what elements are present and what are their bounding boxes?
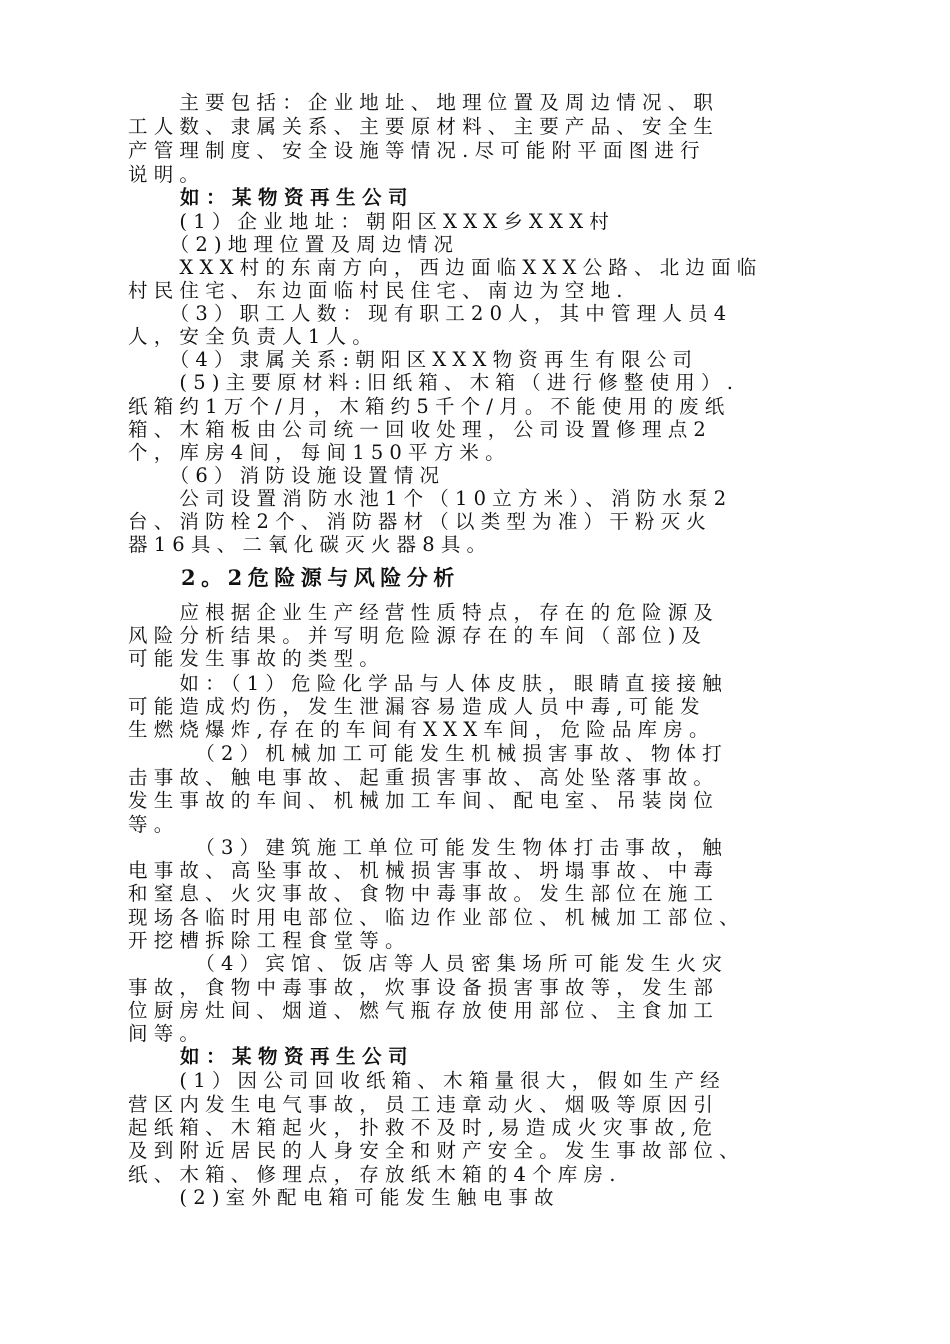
- text-line: 如：（1）危险化学品与人体皮肤，眼睛直接接触: [128, 672, 728, 695]
- text-line: 位厨房灶间、烟道、燃气瓶存放使用部位、主食加工: [128, 999, 720, 1022]
- text-line: 间等。: [128, 1022, 206, 1045]
- text-line: 及到附近居民的人身安全和财产安全。发生事故部位、: [128, 1139, 745, 1162]
- text-line: 个，库房4间，每间150平方米。: [128, 441, 511, 464]
- text-line: 电事故、高坠事故、机械损害事故、坍塌事故、中毒: [128, 859, 720, 882]
- section-heading: 2。2危险源与风险分析: [128, 565, 460, 590]
- text-line: 纸、木箱、修理点，存放纸木箱的4个库房.: [128, 1163, 622, 1186]
- text-line: 器16具、二氧化碳灭火器8具。: [128, 533, 493, 556]
- text-line: 主要包括：企业地址、地理位置及周边情况、职: [128, 91, 720, 114]
- text-line: (5)主要原材料:旧纸箱、木箱（进行修整使用）.: [128, 371, 740, 394]
- text-line: (1）企业地址：朝阳区XXX乡XXX村: [128, 210, 616, 233]
- example-heading: 如：某物资再生公司: [128, 186, 415, 209]
- text-line: 公司设置消防水池1个（10立方米）、消防水泵2: [128, 487, 733, 510]
- text-line: 产管理制度、安全设施等情况.尽可能附平面图进行: [128, 139, 706, 162]
- text-line: 发生事故的车间、机械加工车间、配电室、吊装岗位: [128, 789, 720, 812]
- text-line: 击事故、触电事故、起重损害事故、高处坠落事故。: [128, 766, 720, 789]
- text-line: 事故，食物中毒事故，炊事设备损害事故等，发生部: [128, 976, 720, 999]
- text-line: （4）隶属关系:朝阳区XXX物资再生有限公司: [128, 348, 699, 371]
- text-line: （2）机械加工可能发生机械损害事故、物体打: [128, 742, 728, 765]
- text-line: 纸箱约1万个/月，木箱约5千个/月。不能使用的废纸: [128, 395, 731, 418]
- text-line: 等。: [128, 813, 180, 836]
- text-line: 台、消防栓2个、消防器材（以类型为准）干粉灭火: [128, 510, 713, 533]
- text-line: 可能造成灼伤，发生泄漏容易造成人员中毒,可能发: [128, 695, 706, 718]
- text-line: 起纸箱、木箱起火，扑救不及时,易造成火灾事故,危: [128, 1116, 719, 1139]
- text-line: 说明。: [128, 163, 206, 186]
- text-line: （3）职工人数：现有职工20人，其中管理人员4: [128, 302, 733, 325]
- text-line: 人，安全负责人1人。: [128, 325, 378, 348]
- text-line: 和窒息、火灾事故、食物中毒事故。发生部位在施工: [128, 882, 720, 905]
- text-line: XXX村的东南方向，西边面临XXX公路、北边面临: [128, 256, 763, 279]
- text-line: 工人数、隶属关系、主要原材料、主要产品、安全生: [128, 115, 720, 138]
- example-heading: 如：某物资再生公司: [128, 1045, 415, 1068]
- text-line: 生燃烧爆炸,存在的车间有XXX车间，危险品库房。: [128, 718, 715, 741]
- text-line: 村民住宅、东边面临村民住宅、南边为空地.: [128, 279, 629, 302]
- text-line: (1）因公司回收纸箱、木箱量很大，假如生产经: [128, 1069, 726, 1092]
- text-line: 风险分析结果。并写明危险源存在的车间（部位)及: [128, 624, 708, 647]
- text-line: （2)地理位置及周边情况: [128, 233, 460, 256]
- text-line: 现场各临时用电部位、临边作业部位、机械加工部位、: [128, 906, 745, 929]
- text-line: （4）宾馆、饭店等人员密集场所可能发生火灾: [128, 952, 728, 975]
- text-line: （6）消防设施设置情况: [128, 464, 446, 487]
- text-line: 箱、木箱板由公司统一回收处理，公司设置修理点2: [128, 418, 713, 441]
- text-line: 应根据企业生产经营性质特点，存在的危险源及: [128, 601, 720, 624]
- text-line: （3）建筑施工单位可能发生物体打击事故，触: [128, 836, 728, 859]
- text-line: (2)室外配电箱可能发生触电事故: [128, 1186, 560, 1209]
- text-line: 开挖槽拆除工程食堂等。: [128, 929, 411, 952]
- text-line: 可能发生事故的类型。: [128, 647, 386, 670]
- text-line: 营区内发生电气事故，员工违章动火、烟吸等原因引: [128, 1093, 720, 1116]
